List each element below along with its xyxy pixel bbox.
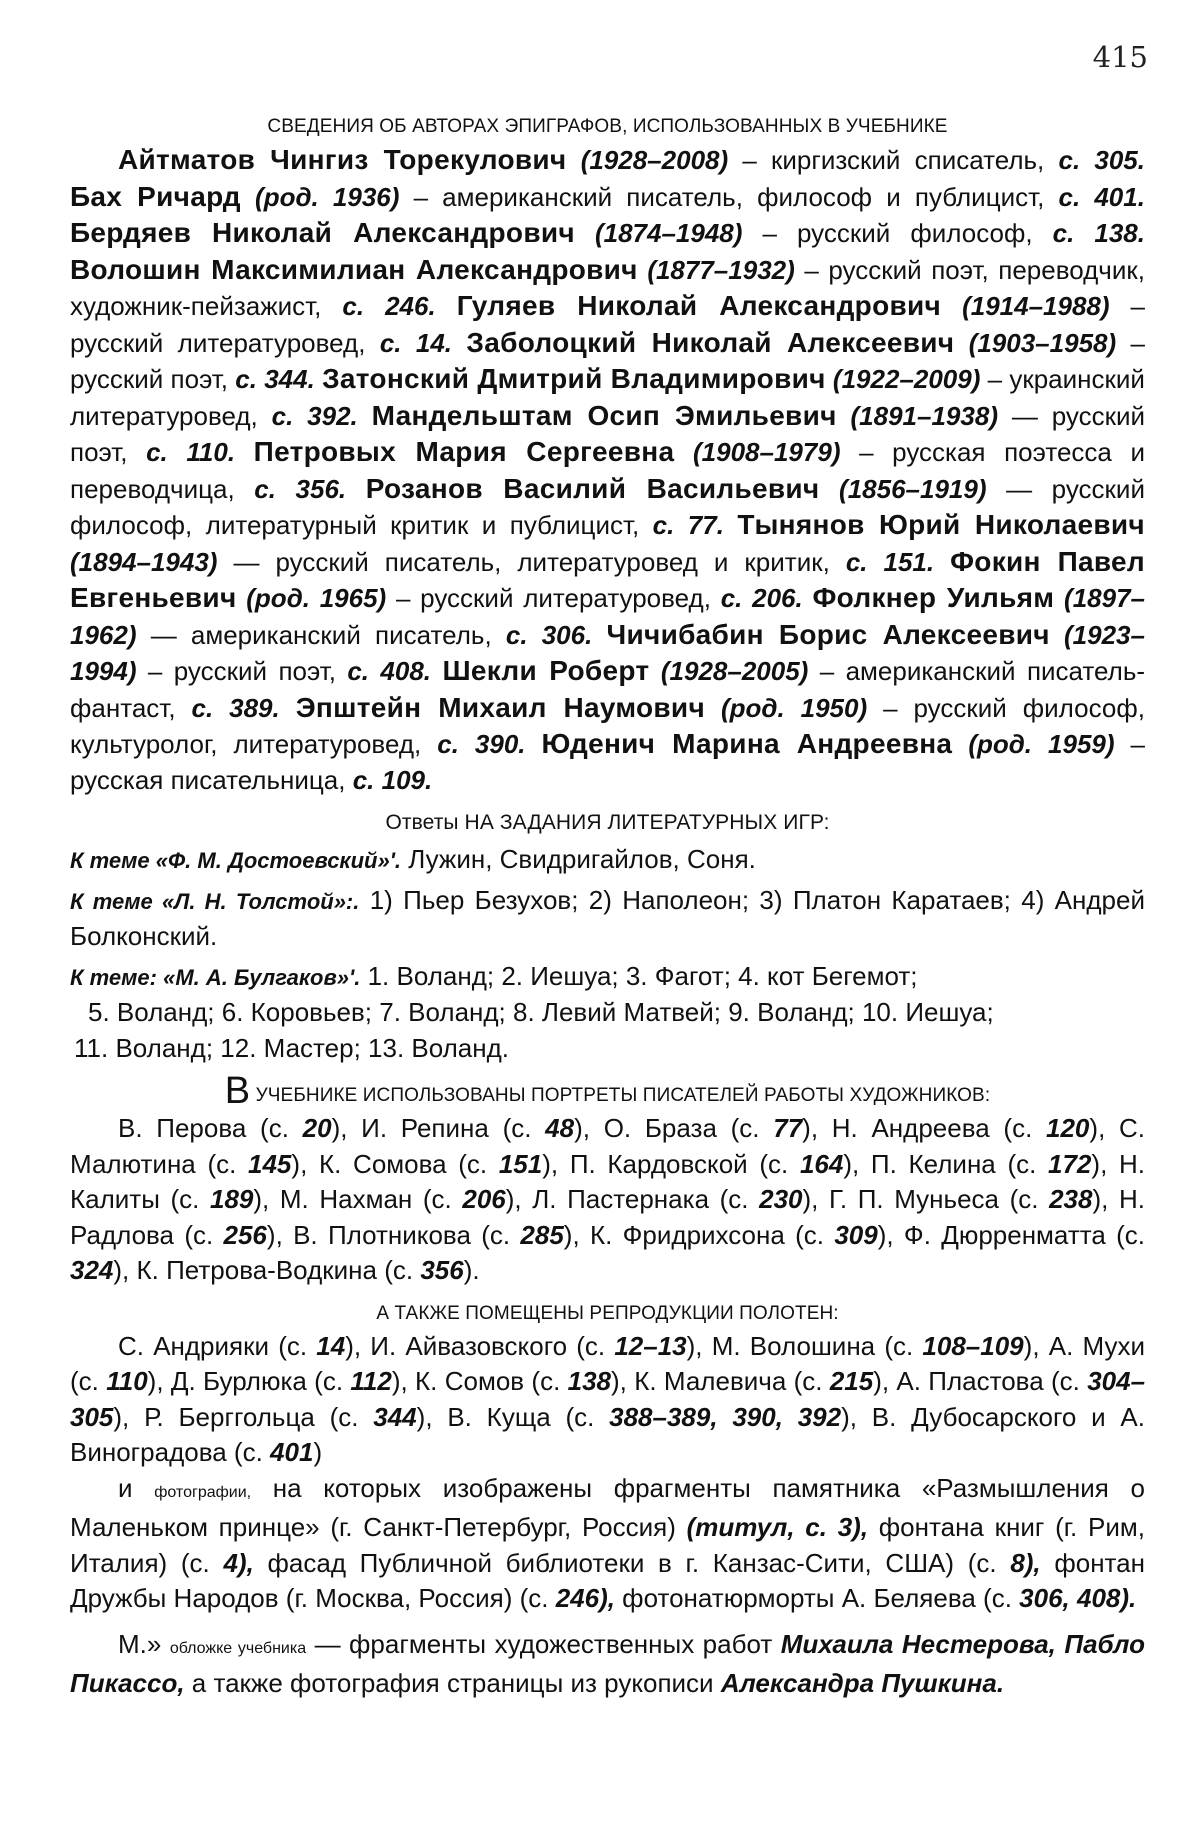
answer-topic: К теме: «М. А. Булгаков»'. xyxy=(70,964,361,990)
portrait-artist: М. Нахман xyxy=(279,1184,413,1214)
author-description: – американский писатель, философ и публицист, xyxy=(413,181,1045,212)
author-description: – украинский литературовед, xyxy=(70,364,1145,431)
portrait-page-ref: 20 xyxy=(302,1113,332,1143)
portrait-page-ref: 145 xyxy=(248,1148,292,1179)
cover-paragraph xyxy=(70,1627,1145,1702)
portrait-artist: С. Малютина xyxy=(70,1113,1145,1179)
author-name: Бердяев Николай Александрович xyxy=(70,217,575,248)
author-description: – русский философ, культуролог, литературовед, xyxy=(70,692,1145,759)
authors-heading: СВЕДЕНИЯ ОБ АВТОРАХ ЭПИГРАФОВ, ИСПОЛЬЗОВАННЫХ В УЧЕБНИКЕ xyxy=(267,116,948,137)
portrait-page-ref: 256 xyxy=(223,1219,267,1250)
author-description: – американский писатель-фантаст, xyxy=(70,656,1146,723)
authors-paragraph xyxy=(70,142,1145,798)
reproduction-page-ref: 110 xyxy=(106,1366,148,1396)
portrait-page-ref: 285 xyxy=(520,1219,564,1250)
reproduction-artist: Р. Берггольца xyxy=(144,1401,315,1432)
portraits-paragraph: В. Перова (с. 20), И. Репина (с. 48), О. Браза (с. 77), Н. Андреева (с. 120), С. Малютина (с. 145), К. Сомова (с. 151), П. Кардовской (с. 164), П. Келина (с. 172), Н. Калиты (с. 189), М. Нахман (с. 206), Л. Пастернака (с. 230), Г. П. Муньеса (с. 238), Н. Радлова (с. 256), В. Плотникова (с. 285), К. Фридрихсона (с. 309), Ф. Дюрренматта (с. 324), К. Петрова-Водкина (с. 356). xyxy=(70,1113,1145,1285)
portrait-page-ref: 120 xyxy=(1046,1113,1090,1143)
author-years: (1874–1948) xyxy=(594,218,743,248)
portraits-heading-initial: В xyxy=(224,1070,251,1112)
portrait-artist: Г. П. Муньеса xyxy=(828,1184,999,1214)
author-name: Тынянов Юрий Николаевич xyxy=(737,509,1145,540)
author-years: (1908–1979) xyxy=(693,437,841,467)
author-page-ref: с. 206. xyxy=(720,583,803,613)
author-page-ref: с. 392. xyxy=(271,400,358,431)
photos-text: фонтан Дружбы Народов (г. Москва, Россия) (с. xyxy=(70,1547,1145,1613)
portrait-page-ref: 48 xyxy=(545,1113,575,1143)
cover-pushkin: Александра Пушкина. xyxy=(720,1668,1005,1698)
portrait-page-ref: 324 xyxy=(70,1255,114,1285)
author-years: (род. 1936) xyxy=(255,181,400,212)
answers-list xyxy=(70,842,1145,995)
reproduction-artist: К. Сомов xyxy=(415,1366,525,1396)
portrait-artist: В. Плотникова xyxy=(293,1219,471,1250)
author-description: – русская писательница, xyxy=(70,729,1145,795)
author-description: — русский поэт, xyxy=(70,400,1145,467)
author-years: (1891–1938) xyxy=(850,400,998,431)
author-name: Мандельштам Осип Эмильевич xyxy=(371,399,837,431)
author-page-ref: с. 109. xyxy=(352,764,433,795)
portrait-artist: К. Сомова xyxy=(318,1148,447,1179)
photos-text: фотонатюрморты А. Беляева (с. xyxy=(614,1583,1020,1613)
author-name: Розанов Василий Васильевич xyxy=(365,472,820,504)
author-page-ref: с. 344. xyxy=(235,364,315,394)
portrait-page-ref: 206 xyxy=(462,1184,506,1214)
author-page-ref: с. 390. xyxy=(437,729,526,759)
author-years: (1903–1958) xyxy=(968,327,1117,358)
author-page-ref: с. 246. xyxy=(342,291,436,321)
reproduction-artist: М. Волошина xyxy=(711,1330,876,1361)
reproduction-artist: А. Мухи xyxy=(1048,1330,1145,1361)
author-name: Заболоцкий Николай Алексеевич xyxy=(466,326,955,358)
portrait-page-ref: 230 xyxy=(759,1184,803,1214)
portrait-artist: П. Келина xyxy=(870,1148,996,1179)
portrait-artist: О. Браза xyxy=(603,1113,717,1143)
author-years: (1856–1919) xyxy=(839,473,987,504)
author-years: (1914–1988) xyxy=(962,291,1110,321)
portrait-artist: Н. Андреева xyxy=(831,1113,990,1143)
author-name: Бах Ричард xyxy=(70,180,241,212)
author-description: – русский философ, xyxy=(762,218,1033,248)
reproduction-page-ref: 215 xyxy=(829,1366,874,1396)
answer-topic: К теме «Ф. М. Достоевский»'. xyxy=(70,848,402,873)
reproduction-artist: В. Куща xyxy=(447,1401,551,1432)
author-years: (род. 1959) xyxy=(968,729,1115,759)
reproduction-artist: В. Дубосарского и А. Виноградова xyxy=(70,1401,1145,1467)
author-name: Шекли Роберт xyxy=(442,655,650,686)
photos-page-ref: 246), xyxy=(555,1583,615,1613)
reproduction-artist: С. Андрияки xyxy=(118,1330,270,1361)
author-page-ref: с. 305. xyxy=(1058,145,1145,175)
portrait-artist: Н. Радлова xyxy=(70,1184,1145,1250)
portrait-page-ref: 77 xyxy=(773,1113,803,1143)
portrait-artist: К. Фридрихсона xyxy=(589,1219,785,1250)
portrait-page-ref: 309 xyxy=(834,1219,878,1250)
answer-text: 1. Воланд; 2. Иешуа; 3. Фагот; 4. кот Бегемот; xyxy=(367,960,918,991)
portrait-artist: П. Кардовской xyxy=(569,1148,748,1179)
portrait-page-ref: 189 xyxy=(209,1184,254,1214)
answer-topic: К теме «Л. Н. Толстой»:. xyxy=(70,888,360,914)
author-page-ref: с. 401. xyxy=(1058,181,1145,212)
author-name: Чичибабин Борис Алексеевич xyxy=(606,618,1050,650)
author-description: — русский философ, литературный критик и публицист, xyxy=(70,473,1145,540)
author-years: (1877–1932) xyxy=(647,254,795,285)
portraits-heading-text: УЧЕБНИКЕ ИСПОЛЬЗОВАНЫ ПОРТРЕТЫ ПИСАТЕЛЕЙ РАБОТЫ ХУДОЖНИКОВ: xyxy=(255,1085,991,1106)
author-description: – русский поэт, переводчик, художник-пейзажист, xyxy=(70,254,1145,321)
author-page-ref: с. 356. xyxy=(254,473,347,504)
answer-item xyxy=(70,883,1145,955)
page-number: 415 xyxy=(1092,40,1148,74)
cover-lead-small: обложке учебника xyxy=(169,1639,307,1657)
portrait-artist: И. Репина xyxy=(361,1113,489,1143)
reproduction-page-ref: 304–305 xyxy=(70,1366,1146,1432)
reproductions-paragraph: С. Андрияки (с. 14), И. Айвазовского (с. 12–13), М. Волошина (с. 108–109), А. Мухи (с. 110), Д. Бурлюка (с. 112), К. Сомов (с. 138), К. Малевича (с. 215), А. Пластова (с. 304–305), Р. Берггольца (с. 344), В. Куща (с. 388–389, 390, 392), В. Дубосарского и А. Виноградова (с. 401) xyxy=(70,1330,1146,1467)
reproduction-page-ref: 401 xyxy=(270,1437,314,1467)
reproductions-heading: А ТАКЖЕ ПОМЕЩЕНЫ РЕПРОДУКЦИИ ПОЛОТЕН: xyxy=(376,1302,839,1324)
photos-lead-small: фотографии, xyxy=(154,1483,252,1501)
reproduction-page-ref: 344 xyxy=(373,1401,417,1432)
author-years: (1894–1943) xyxy=(70,546,218,577)
author-page-ref: с. 389. xyxy=(191,692,280,723)
author-years: (1928–2005) xyxy=(660,656,809,686)
author-page-ref: с. 306. xyxy=(505,619,593,650)
photos-page-ref: 4), xyxy=(223,1547,254,1578)
photos-lead: и xyxy=(118,1472,133,1503)
author-name: Эпштейн Михаил Наумович xyxy=(295,691,706,723)
author-years: (1923–1994) xyxy=(70,619,1145,686)
photos-text: фасад Публичной библиотеки в г. Канзас-Сити, США) (с. xyxy=(253,1547,1011,1578)
photos-page-ref: 8), xyxy=(1010,1547,1041,1578)
cover-artists: Михаила Нестерова, Пабло Пикассо, xyxy=(70,1628,1145,1698)
author-page-ref: с. 408. xyxy=(347,656,432,686)
author-page-ref: с. 110. xyxy=(146,437,236,467)
author-years: (род. 1950) xyxy=(720,692,868,723)
reproduction-page-ref: 138 xyxy=(567,1366,612,1396)
author-description: — русский писатель, литературовед и критик, xyxy=(233,546,830,577)
page-content xyxy=(70,112,1145,1702)
answer-continuation-line: 11. Воланд; 12. Мастер; 13. Воланд. xyxy=(74,1032,510,1063)
answer-item xyxy=(70,842,1145,879)
photos-text: на которых изображены фрагменты памятника «Размышления о Маленьком принце» (г. Санкт-Петербург, Россия) xyxy=(70,1472,1145,1542)
portrait-artist: К. Петрова-Водкина xyxy=(136,1255,377,1285)
portrait-artist: В. Перова xyxy=(118,1113,247,1143)
author-years: (1897–1962) xyxy=(70,583,1146,650)
author-name: Айтматов Чингиз Торекулович xyxy=(118,144,567,175)
author-name: Волошин Максимилиан Александрович xyxy=(70,253,638,285)
portrait-page-ref: 164 xyxy=(799,1148,844,1179)
reproduction-artist: И. Айвазовского xyxy=(370,1330,568,1361)
photos-paragraph xyxy=(70,1471,1145,1617)
reproduction-page-ref: 14 xyxy=(316,1330,346,1361)
author-page-ref: с. 138. xyxy=(1052,218,1145,248)
portraits-heading xyxy=(70,1070,1145,1112)
photos-text: фонтана книг (г. Рим, Италия) (с. xyxy=(70,1512,1145,1578)
author-description: – русский литературовед, xyxy=(395,583,711,613)
answer-text: 1) Пьер Безухов; 2) Наполеон; 3) Платон Каратаев; 4) Андрей Болконский. xyxy=(70,884,1145,951)
reproduction-page-ref: 12–13 xyxy=(614,1330,687,1361)
reproduction-page-ref: 388–389, 390, 392 xyxy=(609,1401,842,1432)
reproduction-page-ref: 112 xyxy=(350,1366,392,1396)
author-page-ref: с. 151. xyxy=(845,546,935,577)
reproduction-artist: Д. Бурлюка xyxy=(170,1366,307,1396)
answer-continuation-line: 5. Воланд; 6. Коровьев; 7. Воланд; 8. Левий Матвей; 9. Воланд; 10. Иешуа; xyxy=(88,997,994,1027)
author-years: (род. 1965) xyxy=(246,583,387,613)
author-page-ref: с. 14. xyxy=(379,327,453,358)
photos-page-ref: (титул, с. 3), xyxy=(686,1512,869,1542)
author-description: – русский поэт, xyxy=(70,327,1146,394)
author-description: – русская поэтесса и переводчица, xyxy=(70,437,1145,504)
author-description: — американский писатель, xyxy=(150,619,492,650)
answers-heading: Ответы НА ЗАДАНИЯ ЛИТЕРАТУРНЫХ ИГР: xyxy=(385,811,830,834)
author-name: Фолкнер Уильям xyxy=(812,582,1055,613)
reproduction-artist: К. Малевича xyxy=(634,1366,787,1396)
author-name: Гуляев Николай Александрович xyxy=(456,290,942,321)
cover-text: а также фотография страницы из рукописи xyxy=(184,1668,721,1698)
cover-lead: М.» xyxy=(118,1628,162,1659)
author-description: – русский литературовед, xyxy=(70,291,1146,358)
author-description: – киргизский списатель, xyxy=(742,145,1045,175)
portrait-page-ref: 238 xyxy=(1049,1184,1093,1214)
portrait-page-ref: 172 xyxy=(1048,1148,1092,1179)
portrait-page-ref: 151 xyxy=(498,1148,543,1179)
reproduction-page-ref: 108–109 xyxy=(922,1330,1024,1361)
photos-page-ref: 306, 408). xyxy=(1019,1583,1137,1613)
author-name: Затонский Дмитрий Владимирович xyxy=(322,363,826,394)
author-name: Юденич Марина Андреевна xyxy=(541,728,953,759)
reproduction-artist: А. Пластова xyxy=(896,1366,1044,1396)
answer-text: Лужин, Свидригайлов, Соня. xyxy=(408,844,756,874)
answer-item xyxy=(70,959,1145,996)
portrait-page-ref: 356 xyxy=(420,1255,464,1285)
portrait-artist: Ф. Дюрренматта xyxy=(903,1219,1106,1250)
author-years: (1922–2009) xyxy=(832,364,981,394)
portrait-artist: Н. Калиты xyxy=(70,1148,1145,1214)
author-page-ref: с. 77. xyxy=(652,510,724,540)
author-years: (1928–2008) xyxy=(580,145,729,175)
cover-text: — фрагменты художественных работ xyxy=(306,1628,781,1659)
author-description: – русский поэт, xyxy=(147,656,336,686)
portrait-artist: Л. Пастернака xyxy=(532,1184,710,1214)
author-name: Петровых Мария Сергеевна xyxy=(253,436,675,467)
author-name: Фокин Павел Евгеньевич xyxy=(70,545,1145,613)
